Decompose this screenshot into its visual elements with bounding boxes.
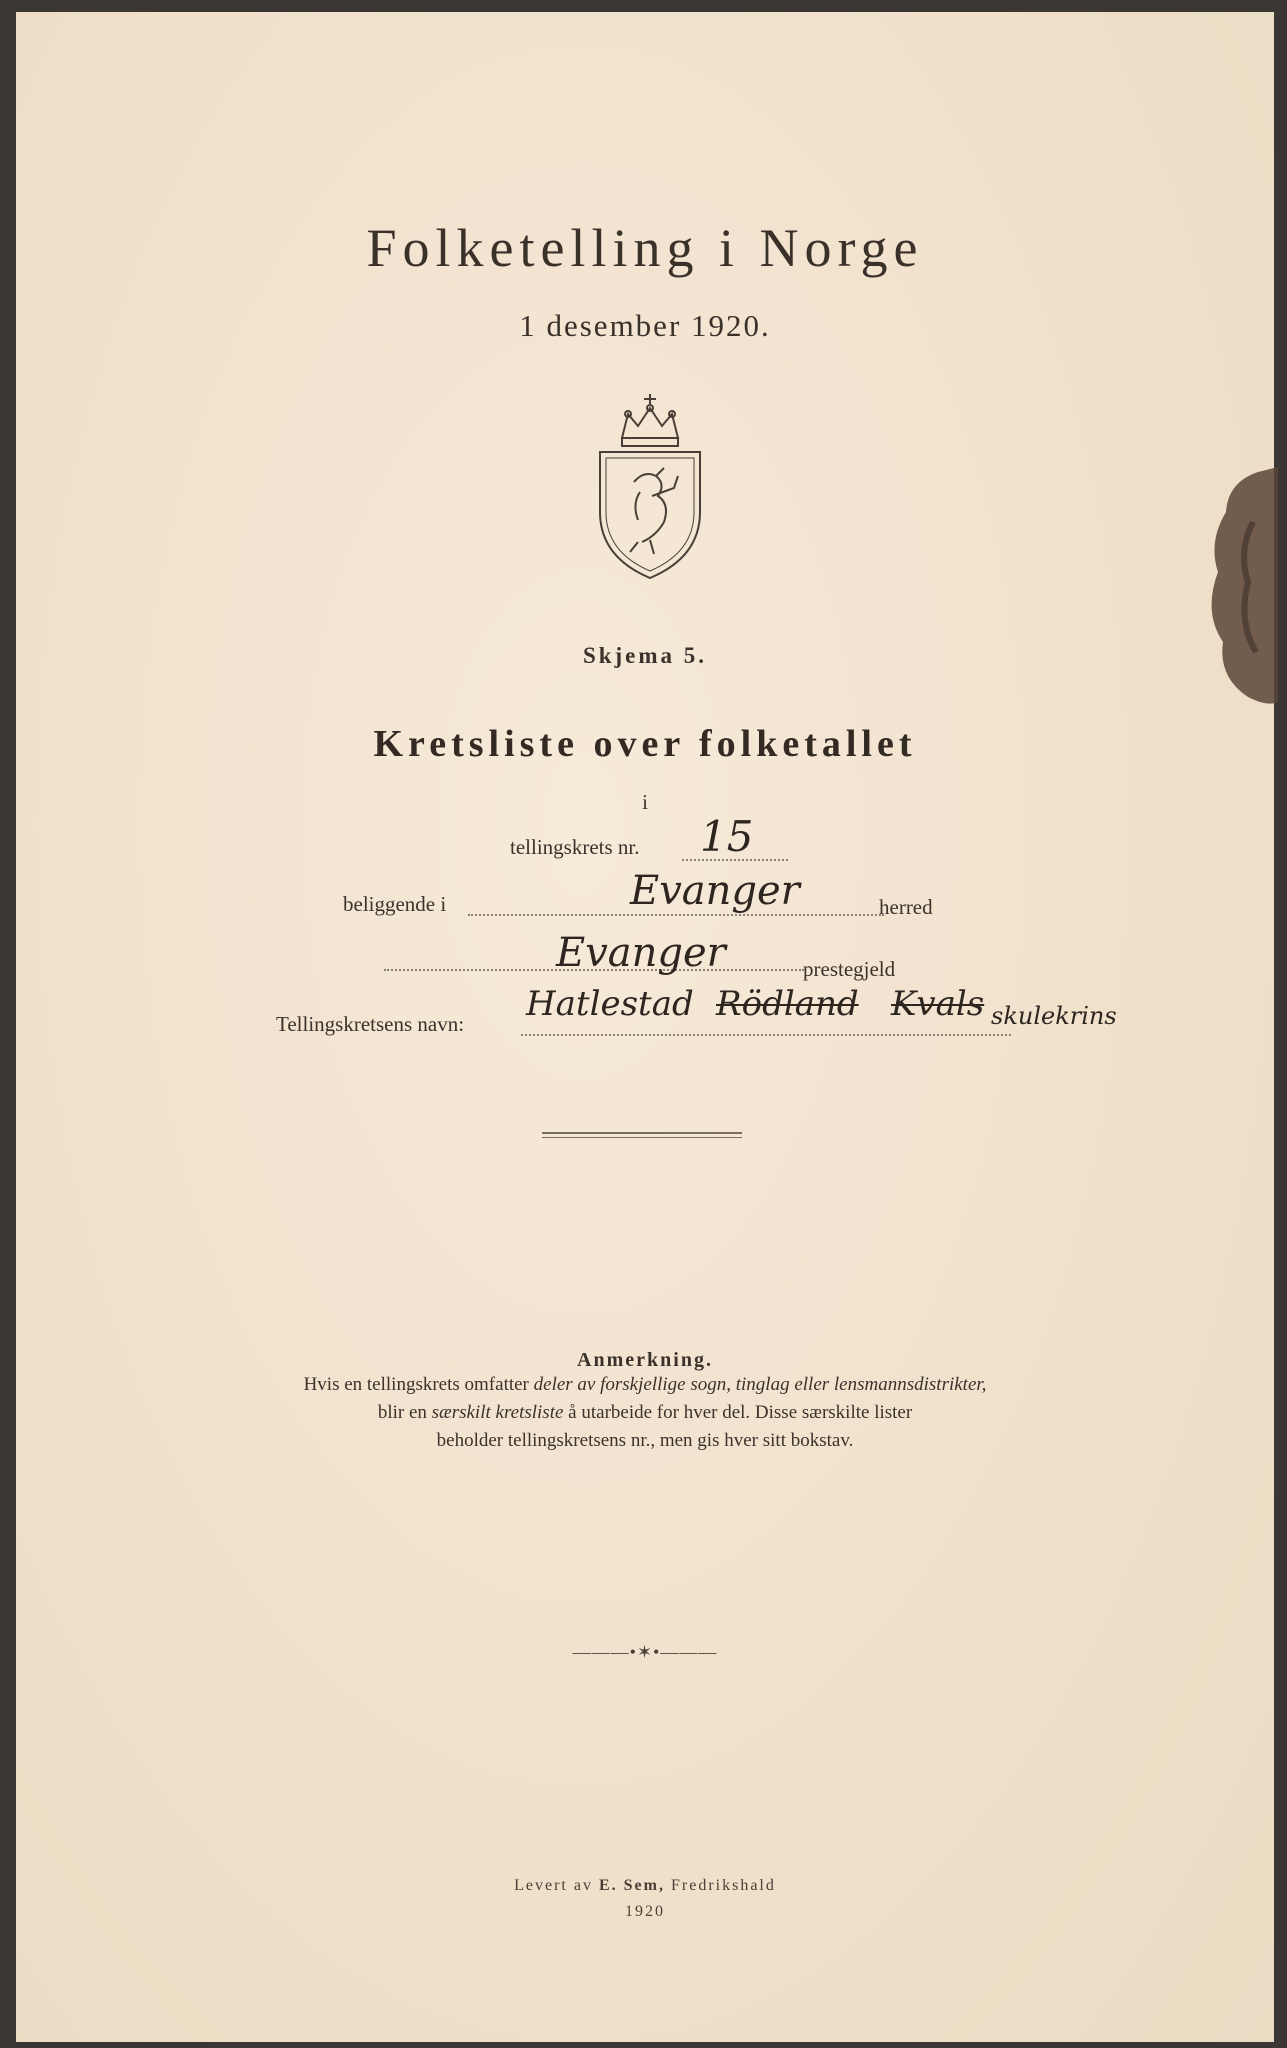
note-line-1-emphasis: deler av forskjellige sogn, tinglag eller lensmannsdistrikter, bbox=[533, 1374, 987, 1395]
separator-rule bbox=[542, 1132, 742, 1134]
note-line-2-emphasis: særskilt kretsliste bbox=[431, 1402, 564, 1423]
schema-number: Skjema 5. bbox=[582, 643, 708, 668]
district-name-struck-1: Rödland bbox=[716, 984, 859, 1024]
printer-name: E. Sem, bbox=[598, 1877, 665, 1894]
printer-year: 1920 bbox=[625, 1903, 665, 1920]
printer-text-a: Levert av bbox=[514, 1877, 599, 1894]
district-number-value: 15 bbox=[700, 812, 754, 861]
printer-place: Fredrikshald bbox=[664, 1877, 776, 1894]
district-name-value: Hatlestad bbox=[526, 984, 694, 1024]
ink-smudge-icon bbox=[1198, 462, 1278, 712]
located-in-value: Evanger bbox=[630, 868, 800, 914]
district-name-line bbox=[521, 1034, 1011, 1036]
note-line-1-text: Hvis en tellingskrets omfatter bbox=[303, 1374, 534, 1395]
herred-label: herred bbox=[879, 895, 933, 919]
separator-rule-thin bbox=[542, 1137, 742, 1138]
connector-word: i bbox=[642, 790, 648, 814]
district-name-suffix: skulekrins bbox=[991, 1002, 1117, 1030]
note-line-2 bbox=[16, 1400, 1274, 1425]
note-line-1 bbox=[16, 1372, 1274, 1397]
norwegian-coat-of-arms-icon bbox=[594, 392, 706, 582]
located-in-label: beliggende i bbox=[343, 892, 447, 916]
ornament-divider: ———•✶•——— bbox=[572, 1642, 718, 1662]
parish-label: prestegjeld bbox=[803, 957, 896, 981]
form-heading: Kretsliste over folketallet bbox=[373, 723, 917, 765]
note-heading: Anmerkning. bbox=[577, 1349, 713, 1371]
district-number-label: tellingskrets nr. bbox=[510, 835, 640, 859]
note-line-2-text-a: blir en bbox=[377, 1402, 432, 1423]
census-date: 1 desember 1920. bbox=[519, 308, 771, 343]
district-name-struck-2: Kvals bbox=[891, 984, 985, 1024]
parish-value: Evanger bbox=[556, 930, 726, 976]
printer-line bbox=[16, 1877, 1274, 1895]
page-title: Folketelling i Norge bbox=[366, 218, 924, 278]
district-name-label: Tellingskretsens navn: bbox=[276, 1012, 465, 1036]
census-form-page bbox=[16, 12, 1274, 2042]
note-line-3: beholder tellingskretsens nr., men gis hver sitt bokstav. bbox=[436, 1430, 854, 1451]
located-in-line bbox=[468, 914, 884, 916]
note-line-2-text-c: å utarbeide for hver del. Disse særskilte lister bbox=[563, 1402, 913, 1423]
